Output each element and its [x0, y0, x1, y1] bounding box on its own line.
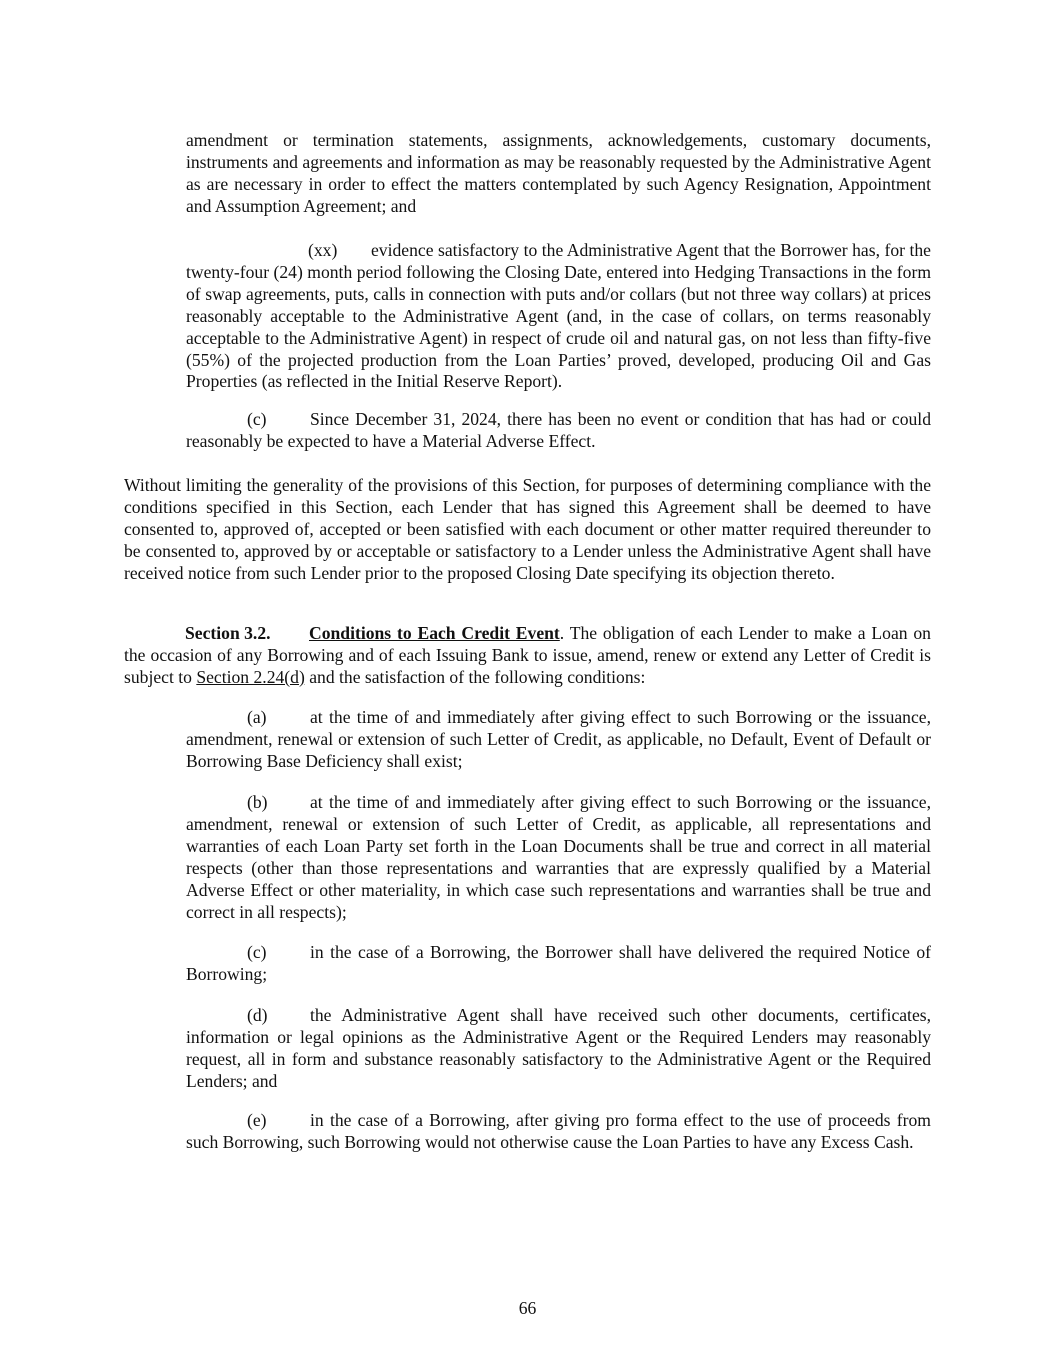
section-3-2-paragraph — [124, 623, 931, 689]
section-3-2-text-after: and the satisfaction of the following conditions: — [304, 666, 646, 687]
condition-e-paragraph — [186, 1110, 931, 1154]
clause-xx-text: evidence satisfactory to the Administrative Agent that the Borrower has, for the twenty-four (24) month period following the Closing Date, entered into Hedging Transactions in the form of swap agreements, puts, calls in connection with puts and/or collars (but not three way collars) at prices reasonably acceptable to the Administrative Agent (and, in the case of collars, on terms reasonably acceptable to the Administrative Agent) in respect of crude oil and natural gas, on not less than fifty-five (55%) of the projected production from the Loan Parties’ proved, developed, producing Oil and Gas Properties (as reflected in the Initial Reserve Report). — [186, 240, 931, 392]
condition-c-paragraph — [186, 942, 931, 986]
condition-d-label: (d) — [247, 1005, 268, 1025]
clause-c-text: Since December 31, 2024, there has been no event or condition that has had or could reasonably be expected to have a Material Adverse Effect. — [186, 409, 931, 451]
section-2-24-d-reference: Section 2.24(d) — [196, 666, 305, 687]
condition-a-label: (a) — [247, 707, 267, 727]
section-3-2-title: Conditions to Each Credit Event — [309, 623, 560, 643]
section-3-2-number: Section 3.2. — [185, 623, 271, 643]
condition-a-paragraph — [186, 707, 931, 773]
continuation-paragraph: amendment or termination statements, assignments, acknowledgements, customary documents, instruments and agreements and information as may be reasonably requested by the Administrative Agent as are necessary in order to effect the matters contemplated by such Agency Resignation, Appointment and Assumption Agreement; and — [186, 130, 931, 216]
clause-c-label: (c) — [247, 409, 267, 429]
condition-d-text: the Administrative Agent shall have received such other documents, certificates, information or legal opinions as the Administrative Agent or the Required Lenders may reasonably request, all in form and substance reasonably satisfactory to the Administrative Agent or the Required Lenders; and — [186, 1005, 931, 1091]
page-number: 66 — [518, 1298, 537, 1318]
condition-b-text: at the time of and immediately after giving effect to such Borrowing or the issuance, amendment, renewal or extension of such Letter of Credit, as applicable, all representations and warranties of each Loan Party set forth in the Loan Documents shall be true and correct in all material respects (other than those representations and warranties that are expressly qualified by a Material Adverse Effect or other materiality, in which case such representations and warranties shall be true and correct in all respects); — [186, 792, 931, 922]
condition-e-label: (e) — [247, 1110, 267, 1130]
condition-c-text: in the case of a Borrowing, the Borrower shall have delivered the required Notice of Borrowing; — [186, 942, 931, 984]
condition-c-label: (c) — [247, 942, 267, 962]
clause-xx-label: (xx) — [308, 240, 338, 260]
section-3-2-text-before: . The obligation of each Lender to make a Loan on the occasion of any Borrowing and of each Issuing Bank to issue, amend, renew or extend any Letter of Credit is subject to — [124, 623, 931, 687]
clause-xx-paragraph — [186, 240, 931, 393]
without-limiting-paragraph: Without limiting the generality of the provisions of this Section, for purposes of determining compliance with the conditions specified in this Section, each Lender that has signed this Agreement shall be deemed to have consented to, approved of, accepted or been satisfied with each document or other matter required thereunder to be consented to, approved by or acceptable or satisfactory to a Lender unless the Administrative Agent shall have received notice from such Lender prior to the proposed Closing Date specifying its objection thereto. — [124, 475, 931, 583]
condition-b-paragraph — [186, 792, 931, 923]
condition-a-text: at the time of and immediately after giving effect to such Borrowing or the issuance, amendment, renewal or extension of such Letter of Credit, as applicable, no Default, Event of Default or Borrowing Base Deficiency shall exist; — [186, 707, 931, 771]
condition-e-text: in the case of a Borrowing, after giving pro forma effect to the use of proceeds from such Borrowing, such Borrowing would not otherwise cause the Loan Parties to have any Excess Cash. — [186, 1110, 931, 1152]
clause-c-paragraph — [186, 409, 931, 453]
condition-b-label: (b) — [247, 792, 268, 812]
condition-d-paragraph — [186, 1005, 931, 1093]
